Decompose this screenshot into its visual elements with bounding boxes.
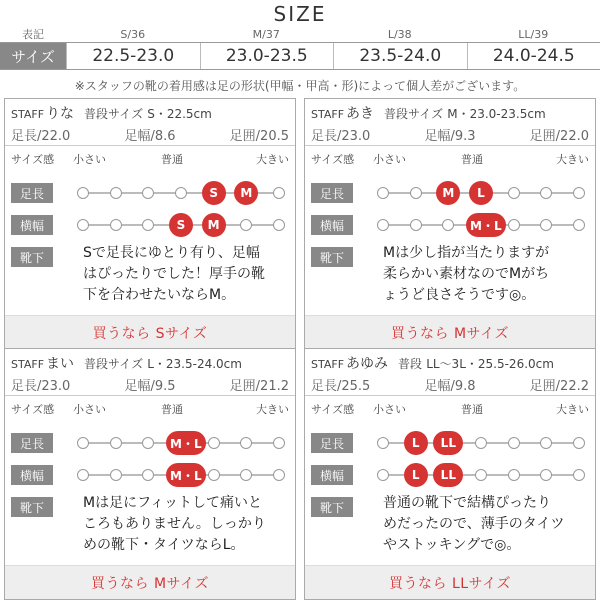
scale-label: サイズ感 (311, 403, 355, 416)
staff-comment: 普通の靴下で結構ぴったり めだったので、薄手のタイツ やストッキングで◎。 (383, 495, 565, 553)
scale-dot (273, 187, 285, 199)
scale-mid: 普通 (161, 153, 183, 166)
scale-dot (77, 469, 89, 481)
staff-card (304, 348, 596, 600)
size-code-l: L/38 (387, 27, 412, 41)
metric-length: 足長 (11, 433, 53, 453)
scale-dot (175, 187, 187, 199)
scale-dot (142, 187, 154, 199)
recommended-size: 買うなら LLサイズ (305, 565, 595, 599)
metric-socks: 靴下 (311, 497, 353, 517)
scale-mid: 普通 (461, 153, 483, 166)
staff-card (4, 98, 296, 350)
size-code-s: S/36 (120, 27, 146, 41)
staff-name: あゆみ (346, 356, 389, 372)
usual-size-label: 普段サイズ (384, 107, 444, 121)
size-marker: M (202, 213, 226, 237)
scale-dot (240, 437, 252, 449)
size-marker: M・L (166, 431, 206, 455)
recommended-size: 買うなら Mサイズ (5, 565, 295, 599)
staff-name: あき (346, 106, 375, 122)
fit-note: ※スタッフの靴の着用感は足の形状(甲幅・甲高・形)によって個人差がございます。 (74, 79, 526, 93)
staff-comment: Mは足にフィットして痛いと ころもありません。しっかり めの靴下・タイツならL。 (83, 495, 266, 553)
foot-girth: 足囲/22.2 (529, 379, 589, 394)
size-range-m: 23.0-23.5 (200, 43, 334, 69)
scale-dot (573, 469, 585, 481)
foot-measurements (311, 375, 589, 393)
size-marker: M・L (466, 213, 506, 237)
scale-dot (410, 187, 422, 199)
scale-dot (508, 469, 520, 481)
length-track (83, 436, 279, 451)
scale-dot (508, 187, 520, 199)
usual-size-value: L・23.5-24.0cm (147, 357, 242, 371)
scale-dot (377, 469, 389, 481)
scale-dot (208, 437, 220, 449)
metric-length: 足長 (311, 183, 353, 203)
metric-socks: 靴下 (311, 247, 353, 267)
divider (305, 145, 595, 146)
recommended-size: 買うなら Sサイズ (5, 315, 295, 349)
size-marker: L (404, 463, 428, 487)
scale-dot (110, 437, 122, 449)
width-track (83, 218, 279, 232)
width-track (383, 468, 579, 482)
size-marker: L (469, 181, 493, 205)
size-marker: LL (433, 463, 463, 487)
foot-width: 足幅/9.3 (424, 129, 476, 144)
scale-mid: 普通 (161, 403, 183, 416)
scale-dot (475, 437, 487, 449)
scale-header (11, 151, 289, 167)
scale-dot (540, 469, 552, 481)
scale-label: サイズ感 (311, 153, 355, 166)
usual-size-value: M・23.0-23.5cm (447, 107, 546, 121)
foot-length: 足長/23.0 (11, 379, 71, 394)
foot-girth: 足囲/21.2 (229, 379, 289, 394)
scale-small: 小さい (373, 403, 406, 416)
foot-width: 足幅/8.6 (124, 129, 176, 144)
scale-dot (573, 187, 585, 199)
size-marker: L (404, 431, 428, 455)
staff-name: りな (46, 106, 75, 122)
scale-dot (110, 469, 122, 481)
staff-info (11, 103, 289, 123)
usual-size-label: 普段サイズ (84, 107, 144, 121)
scale-dot (442, 219, 454, 231)
scale-dot (475, 469, 487, 481)
size-code-m: M/37 (252, 27, 280, 41)
scale-dot (377, 187, 389, 199)
scale-big: 大きい (556, 153, 589, 166)
scale-dot (77, 437, 89, 449)
size-marker: M (436, 181, 460, 205)
scale-big: 大きい (256, 153, 289, 166)
metric-socks: 靴下 (11, 247, 53, 267)
divider (5, 395, 295, 396)
size-marker: M (234, 181, 258, 205)
size-table (0, 26, 600, 70)
staff-info (11, 353, 289, 373)
scale-dot (142, 469, 154, 481)
size-table-header-row (0, 26, 600, 42)
scale-small: 小さい (373, 153, 406, 166)
metric-width: 横幅 (311, 215, 353, 235)
size-code-ll: LL/39 (518, 27, 549, 41)
metric-socks: 靴下 (11, 497, 53, 517)
metric-width: 横幅 (311, 465, 353, 485)
scale-dot (573, 437, 585, 449)
scale-big: 大きい (256, 403, 289, 416)
foot-length: 足長/23.0 (311, 129, 371, 144)
size-range-ll: 24.0-24.5 (467, 43, 600, 69)
metric-length: 足長 (311, 433, 353, 453)
divider (5, 145, 295, 146)
scale-dot (273, 437, 285, 449)
scale-dot (540, 219, 552, 231)
size-range-s: 22.5-23.0 (66, 43, 200, 69)
scale-dot (540, 437, 552, 449)
size-marker: S (202, 181, 226, 205)
scale-dot (142, 437, 154, 449)
width-track (83, 468, 279, 483)
usual-size-label: 普段 (398, 357, 423, 371)
scale-dot (110, 219, 122, 231)
staff-label: STAFF (11, 358, 45, 371)
scale-dot (273, 469, 285, 481)
size-range-l: 23.5-24.0 (333, 43, 467, 69)
scale-header (11, 401, 289, 417)
foot-length: 足長/25.5 (311, 379, 371, 394)
staff-info (311, 103, 589, 123)
foot-girth: 足囲/22.0 (529, 129, 589, 144)
size-marker: LL (433, 431, 463, 455)
foot-width: 足幅/9.5 (124, 379, 176, 394)
scale-dot (240, 219, 252, 231)
staff-label: STAFF (11, 108, 45, 121)
divider (305, 395, 595, 396)
scale-small: 小さい (73, 403, 106, 416)
size-row-label: サイズ (0, 43, 66, 69)
usual-size-value: S・22.5cm (147, 107, 212, 121)
scale-dot (110, 187, 122, 199)
scale-header (311, 151, 589, 167)
size-table-value-row (0, 42, 600, 70)
scale-big: 大きい (556, 403, 589, 416)
scale-dot (573, 219, 585, 231)
page-title: SIZE (273, 2, 327, 26)
usual-size-value: LL〜3L・25.5-26.0cm (426, 357, 554, 371)
length-track (383, 436, 579, 450)
foot-length: 足長/22.0 (11, 129, 71, 144)
scale-dot (377, 219, 389, 231)
scale-label: サイズ感 (11, 153, 55, 166)
size-header-label: 表記 (22, 28, 44, 41)
scale-dot (142, 219, 154, 231)
scale-dot (410, 219, 422, 231)
scale-dot (77, 219, 89, 231)
usual-size-label: 普段サイズ (84, 357, 144, 371)
size-marker: S (169, 213, 193, 237)
scale-dot (273, 219, 285, 231)
scale-dot (208, 469, 220, 481)
scale-mid: 普通 (461, 403, 483, 416)
scale-dot (508, 437, 520, 449)
length-track (83, 186, 279, 200)
metric-width: 横幅 (11, 465, 53, 485)
scale-dot (77, 187, 89, 199)
scale-dot (377, 437, 389, 449)
foot-measurements (11, 125, 289, 143)
staff-comment: Mは少し指が当たりますが 柔らかい素材なのでMがち ょうど良さそうです◎。 (383, 245, 550, 303)
staff-info (311, 353, 589, 373)
staff-name: まい (46, 356, 75, 372)
metric-length: 足長 (11, 183, 53, 203)
scale-label: サイズ感 (11, 403, 55, 416)
staff-label: STAFF (311, 108, 345, 121)
length-track (383, 186, 579, 200)
foot-measurements (311, 125, 589, 143)
staff-label: STAFF (311, 358, 345, 371)
width-track (383, 218, 579, 233)
scale-small: 小さい (73, 153, 106, 166)
staff-card (4, 348, 296, 600)
scale-dot (240, 469, 252, 481)
foot-width: 足幅/9.8 (424, 379, 476, 394)
scale-dot (540, 187, 552, 199)
recommended-size: 買うなら Mサイズ (305, 315, 595, 349)
metric-width: 横幅 (11, 215, 53, 235)
size-marker: M・L (166, 463, 206, 487)
scale-dot (508, 219, 520, 231)
foot-girth: 足囲/20.5 (229, 129, 289, 144)
scale-header (311, 401, 589, 417)
staff-comment: Sで足長にゆとり有り、足幅 はぴったりでした！厚手の靴 下を合わせたいならM。 (83, 245, 265, 303)
staff-card (304, 98, 596, 350)
foot-measurements (11, 375, 289, 393)
